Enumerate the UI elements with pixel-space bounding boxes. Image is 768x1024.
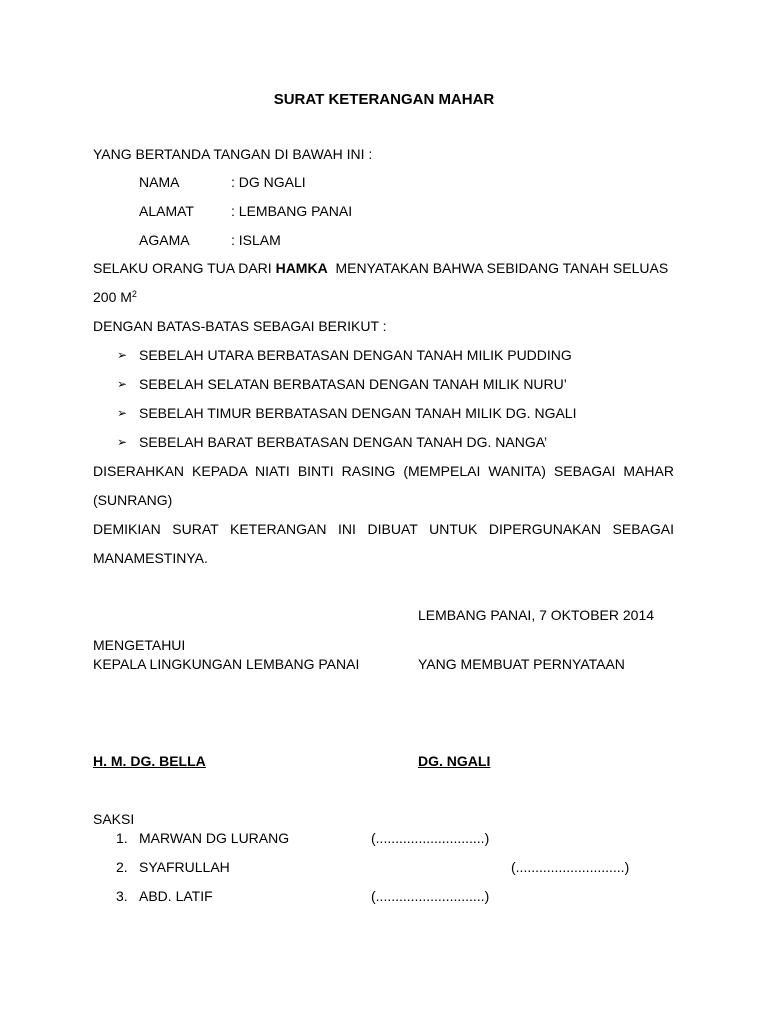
field-label-nama: NAMA	[139, 174, 180, 190]
boundary-north: SEBELAH UTARA BERBATASAN DENGAN TANAH MILIK PUDDING	[139, 347, 572, 363]
boundary-south: SEBELAH SELATAN BERBATASAN DENGAN TANAH MILIK NURU’	[139, 376, 567, 392]
field-value-nama: : DG NGALI	[231, 174, 306, 190]
boundary-west: SEBELAH BARAT BERBATASAN DENGAN TANAH DG. NANGA’	[139, 434, 548, 450]
field-value-agama: : ISLAM	[231, 232, 281, 248]
arrow-bullet-icon: ➢	[117, 406, 128, 420]
acknowledged-label: MENGETAHUI	[93, 637, 186, 653]
witness-name: MARWAN DG LURANG	[139, 830, 290, 846]
witness-number: 1.	[116, 830, 128, 846]
witness-signature-line: (............................)	[511, 859, 630, 875]
handover-line-2: (SUNRANG)	[93, 492, 173, 508]
land-area-value: 200 M	[93, 289, 132, 305]
handover-line-1: DISERAHKAN KEPADA NIATI BINTI RASING (MEMPELAI WANITA) SEBAGAI MAHAR	[93, 463, 674, 479]
land-area-unit-sup: 2	[131, 289, 137, 299]
boundaries-intro: DENGAN BATAS-BATAS SEBAGAI BERIKUT :	[93, 318, 387, 334]
witness-number: 3.	[116, 888, 128, 904]
maker-title: YANG MEMBUAT PERNYATAAN	[418, 656, 625, 672]
witness-name: SYAFRULLAH	[139, 859, 230, 875]
field-label-agama: AGAMA	[139, 232, 190, 248]
head-title: KEPALA LINGKUNGAN LEMBANG PANAI	[93, 656, 360, 672]
head-name: H. M. DG. BELLA	[93, 753, 206, 769]
witness-signature-line: (............................)	[371, 888, 490, 904]
statement-suffix: MENYATAKAN BAHWA SEBIDANG TANAH SELUAS	[335, 260, 669, 276]
arrow-bullet-icon: ➢	[117, 435, 128, 449]
closing-line-2: MANAMESTINYA.	[93, 550, 208, 566]
intro-line: YANG BERTANDA TANGAN DI BAWAH INI :	[93, 146, 373, 162]
statement-line	[93, 259, 668, 277]
witness-name: ABD. LATIF	[139, 888, 213, 904]
place-date: LEMBANG PANAI, 7 OKTOBER 2014	[418, 607, 655, 623]
witness-signature-line: (............................)	[371, 830, 490, 846]
maker-name: DG. NGALI	[418, 753, 491, 769]
closing-line-1: DEMIKIAN SURAT KETERANGAN INI DIBUAT UNTUK DIPERGUNAKAN SEBAGAI	[93, 521, 674, 537]
field-label-alamat: ALAMAT	[139, 203, 194, 219]
boundary-east: SEBELAH TIMUR BERBATASAN DENGAN TANAH MILIK DG. NGALI	[139, 405, 577, 421]
arrow-bullet-icon: ➢	[117, 348, 128, 362]
statement-child-name: HAMKA	[275, 260, 328, 276]
arrow-bullet-icon: ➢	[117, 377, 128, 391]
statement-prefix: SELAKU ORANG TUA DARI	[93, 260, 272, 276]
field-value-alamat: : LEMBANG PANAI	[231, 203, 353, 219]
witness-number: 2.	[116, 859, 128, 875]
witness-label: SAKSI	[93, 811, 135, 827]
document-title: SURAT KETERANGAN MAHAR	[273, 91, 495, 108]
land-area	[93, 288, 137, 306]
